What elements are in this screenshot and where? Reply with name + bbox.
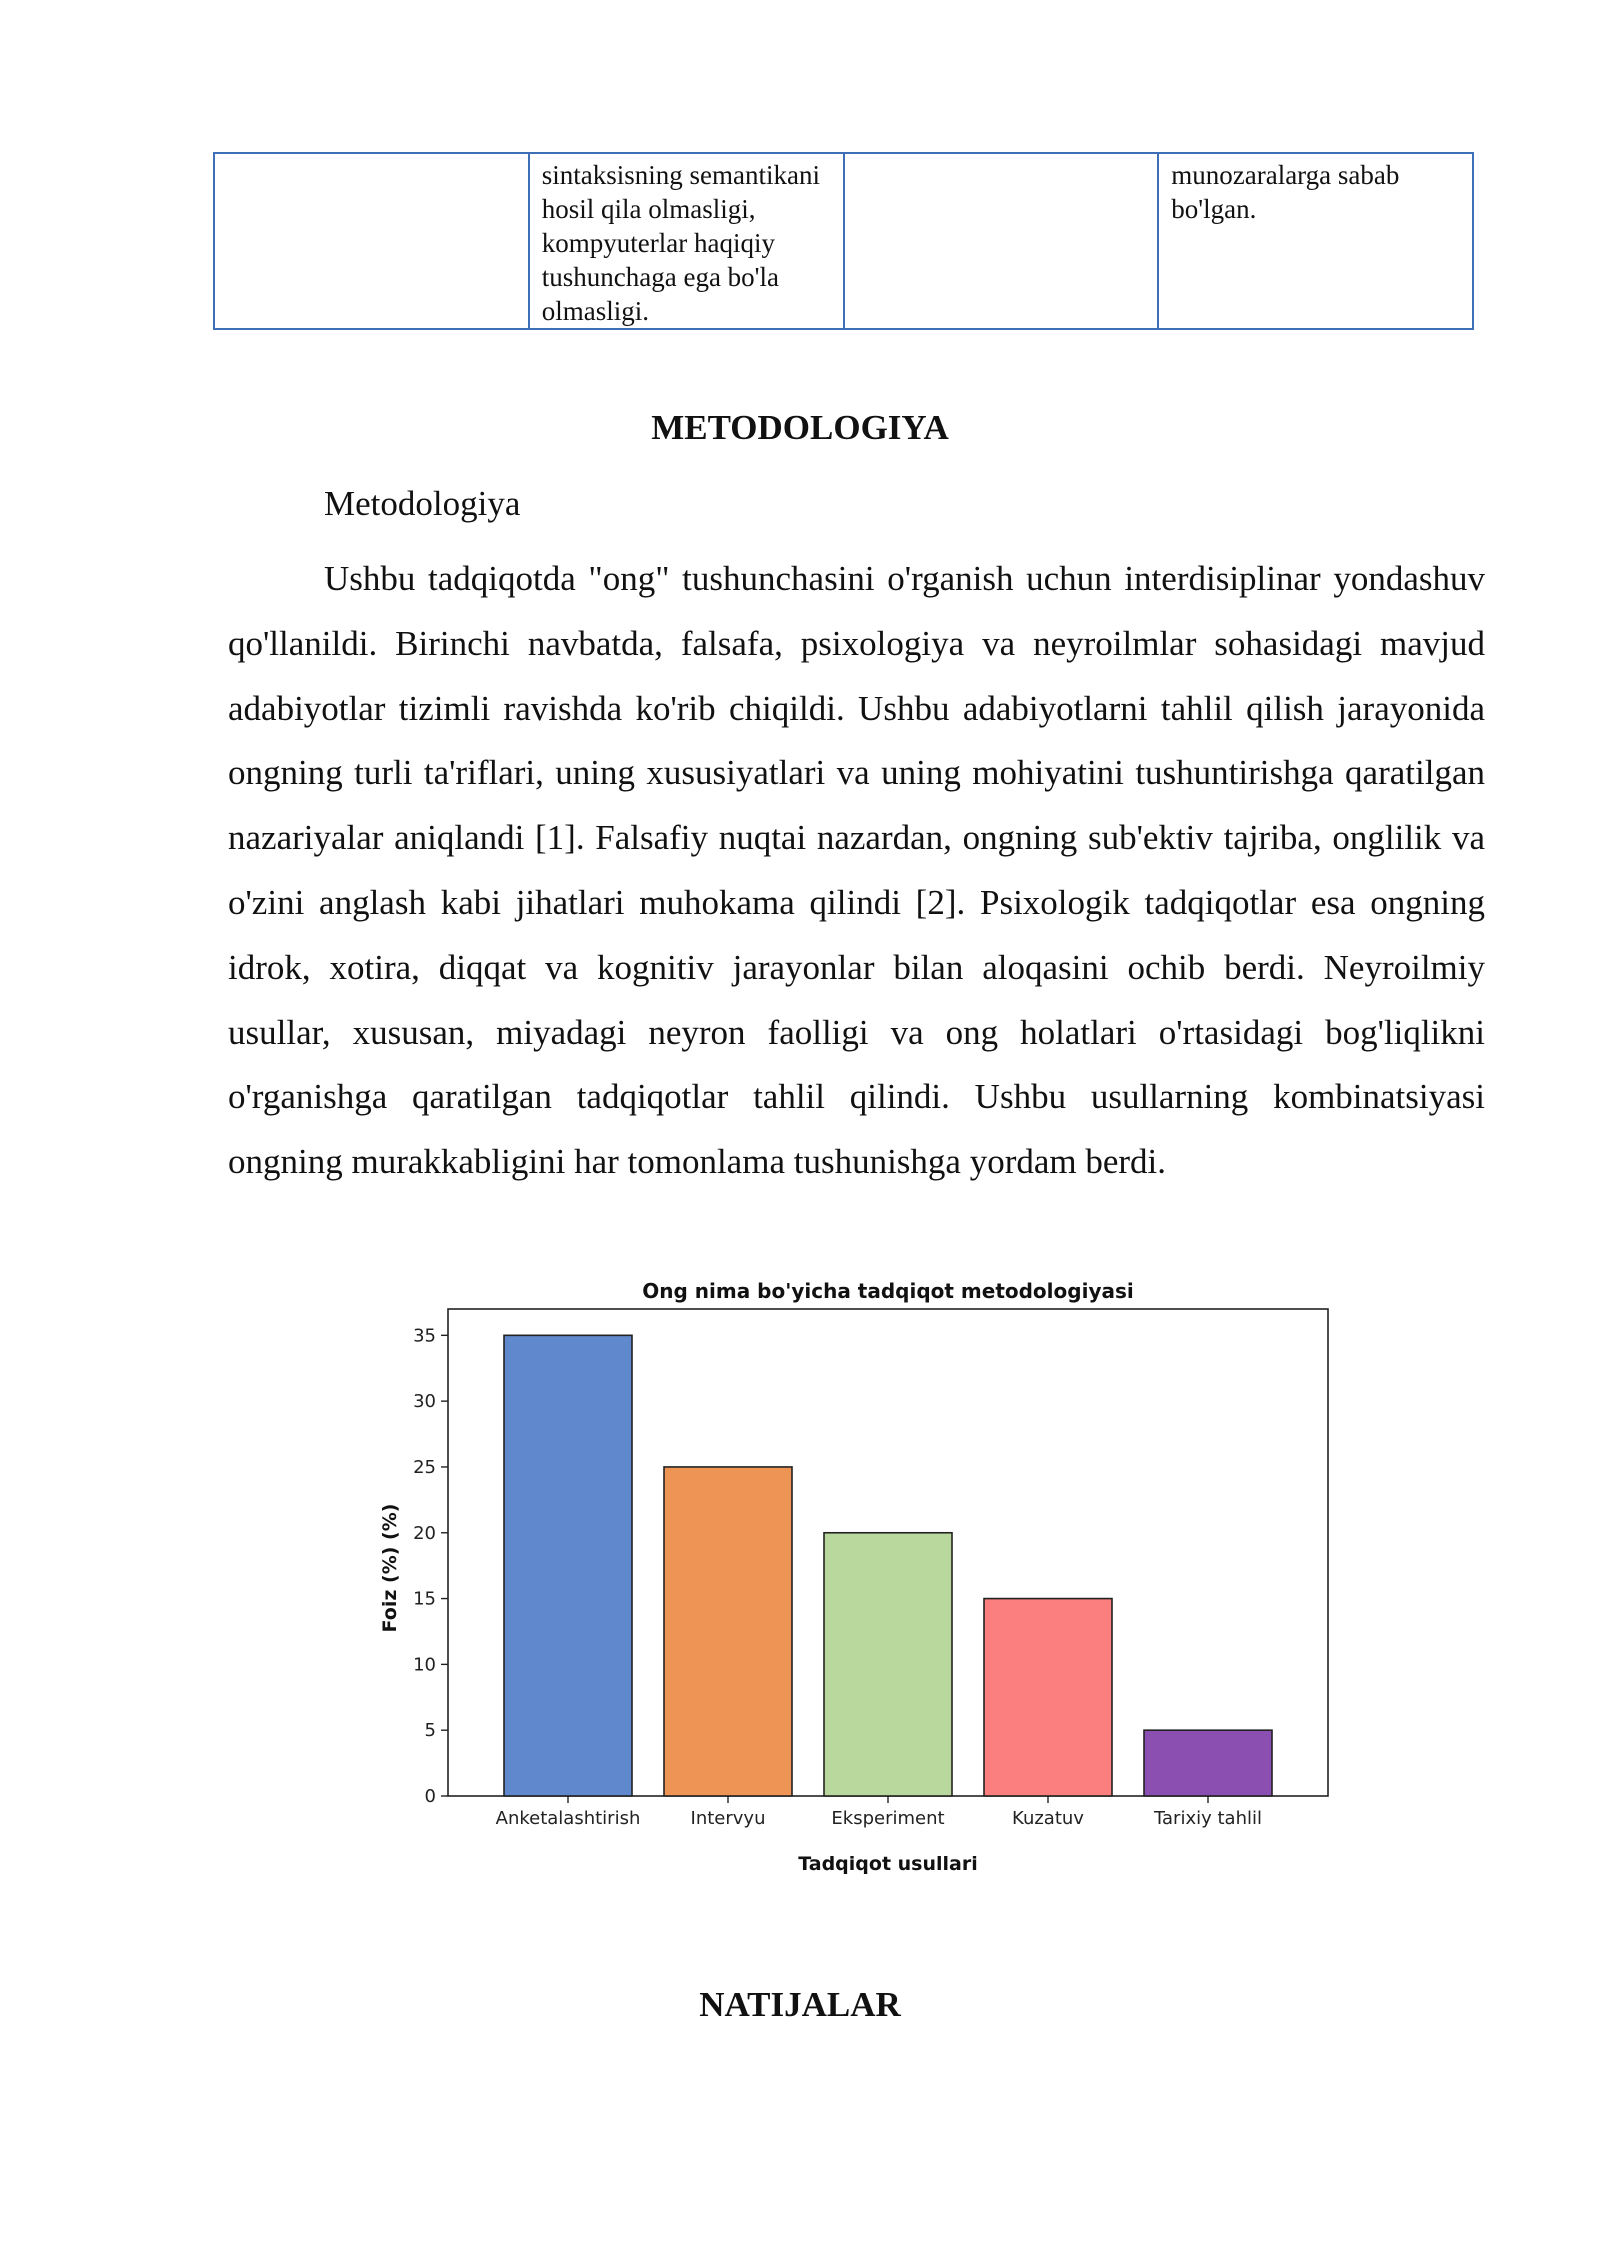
y-tick-label: 0	[424, 1786, 436, 1807]
chart-plot-area	[413, 1309, 1328, 1829]
y-tick-label: 25	[413, 1456, 436, 1478]
bar	[504, 1335, 632, 1796]
bar	[984, 1599, 1112, 1796]
x-tick-label: Kuzatuv	[1012, 1808, 1084, 1829]
body-paragraph: Ushbu tadqiqotda "ong" tushunchasini o'rganish uchun interdisiplinar yondashuv qo'llanildi. Birinchi navbatda, falsafa, psixologiya va neyroilmlar sohasidagi mavjud adabiyotlar tizimli ravishda ko'rib chiqildi. Ushbu adabiyotlarni tahlil qilish jarayonida ongning turli ta'riflari, uning xususiyatlari va uning mohiyatini tushuntirishga qaratilgan nazariyalar aniqlandi [1]. Falsafiy nuqtai nazardan, ongning sub'ektiv tajriba, onglilik va o'zini anglash kabi jihatlari muhokama qilindi [2]. Psixologik tadqiqotlar esa ongning idrok, xotira, diqqat va kognitiv jarayonlar bilan aloqasini ochib berdi. Neyroilmiy usullar, xususan, miyadagi neyron faolligi va ong holatlari o'rtasidagi bog'liqlikni o'rganishga qaratilgan tadqiqotlar tahlil qilindi. Ushbu usullarning kombinatsiyasi ongning murakkabligini har tomonlama tushunishga yordam berdi.	[228, 559, 1485, 1182]
x-tick-label: Eksperiment	[831, 1808, 945, 1829]
bar	[824, 1533, 952, 1796]
bar-chart-svg	[360, 1268, 1340, 1886]
bar	[1144, 1730, 1272, 1796]
y-tick-label: 15	[413, 1588, 436, 1610]
table-cell	[214, 153, 529, 329]
chart-x-axis-label: Tadqiqot usullari	[798, 1853, 978, 1875]
table-cell: sintaksisning semantikani hosil qila olmasligi, kompyuterlar haqiqiy tushunchaga ega bo'la olmasligi.	[529, 153, 844, 329]
x-tick-label: Intervyu	[690, 1808, 766, 1829]
x-tick-label: Tarixiy tahlil	[1154, 1808, 1262, 1829]
y-tick-label: 35	[413, 1325, 436, 1347]
chart-title: Ong nima bo'yicha tadqiqot metodologiyasi	[642, 1279, 1134, 1303]
y-tick-label: 30	[413, 1391, 436, 1413]
chart-y-axis-label: Foiz (%) (%)	[379, 1503, 401, 1633]
table-fragment	[213, 152, 1474, 330]
table-row	[214, 153, 1473, 329]
bar	[664, 1467, 792, 1796]
table-cell	[844, 153, 1159, 329]
bar-chart	[360, 1268, 1340, 1886]
subheading: Metodologiya	[324, 484, 521, 523]
table-cell: munozaralarga sabab bo'lgan.	[1158, 153, 1473, 329]
x-tick-label: Anketalashtirish	[495, 1808, 641, 1829]
y-tick-label: 10	[413, 1654, 436, 1676]
section-heading-natijalar: NATIJALAR	[699, 1985, 901, 2024]
y-tick-label: 5	[424, 1720, 436, 1742]
section-heading-metodologiya: METODOLOGIYA	[651, 408, 949, 447]
y-tick-label: 20	[413, 1522, 436, 1544]
